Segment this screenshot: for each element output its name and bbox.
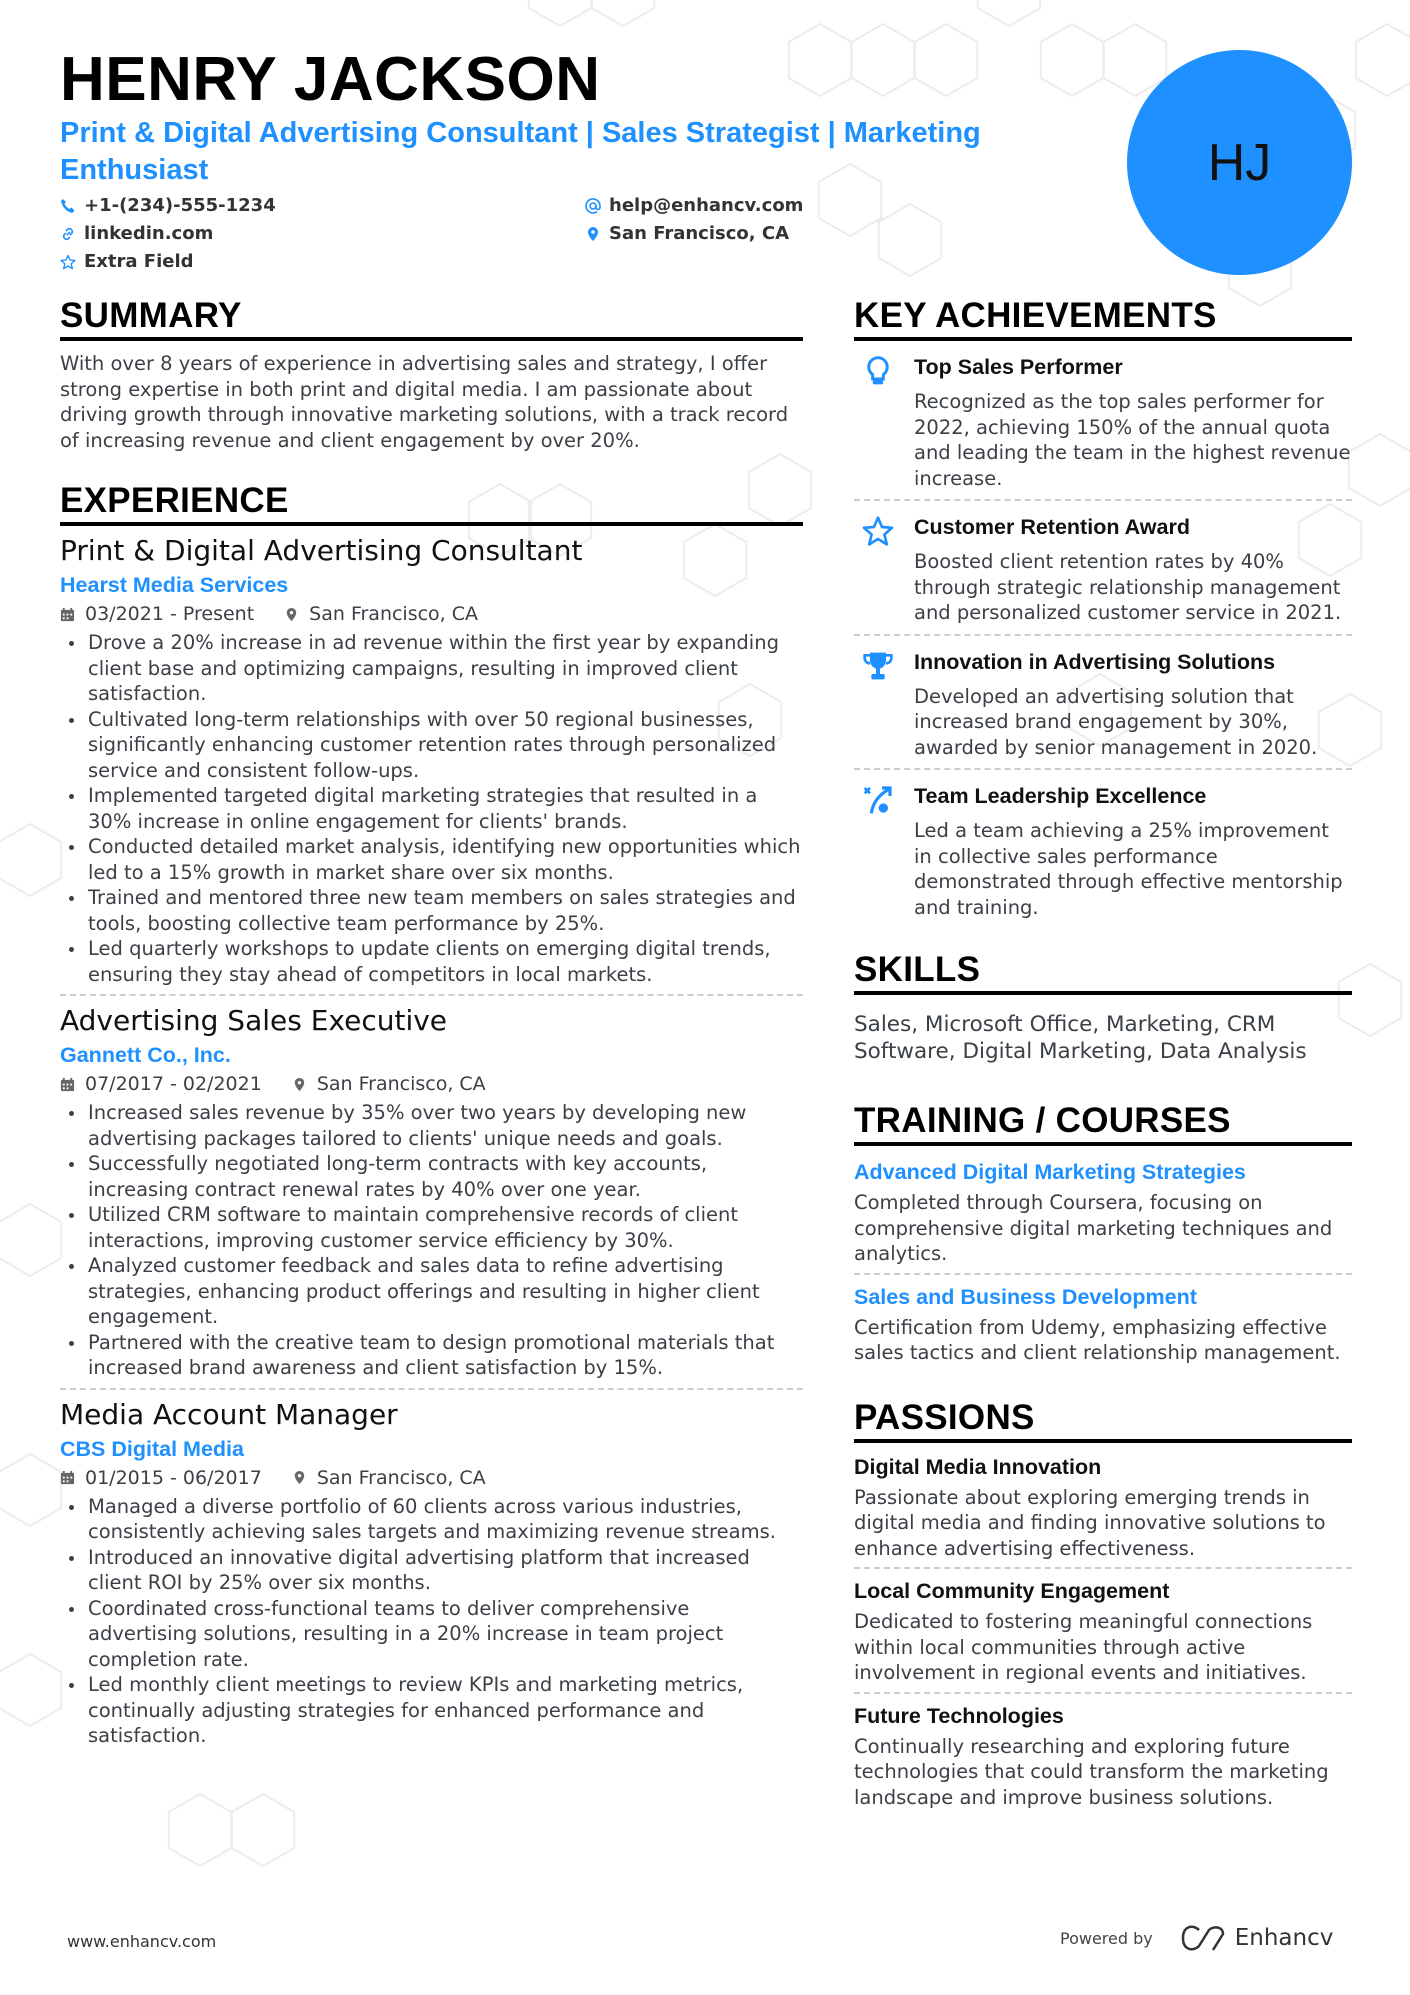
skills-section xyxy=(854,950,1352,1065)
job-title: Media Account Manager xyxy=(60,1397,398,1431)
contact-text: San Francisco, CA xyxy=(609,223,790,244)
training-item xyxy=(854,1150,1352,1275)
passions-item xyxy=(854,1694,1352,1817)
section-heading: TRAINING / COURSES xyxy=(854,1101,1352,1146)
bullet-item: Successfully negotiated long-term contracts with key accounts, increasing contract renewal rates by 40% over one year. xyxy=(60,1151,803,1202)
bullet-item: Cultivated long-term relationships with over 50 regional businesses, significantly enhancing customer retention rates through personalized service and consistent follow-ups. xyxy=(60,707,803,784)
summary-section xyxy=(60,296,803,453)
section-heading: SUMMARY xyxy=(60,296,803,341)
hexagon-shape xyxy=(592,0,654,26)
hexagon-shape xyxy=(1041,24,1103,96)
hexagon-shape xyxy=(1356,24,1410,96)
candidate-name: HENRY JACKSON xyxy=(60,45,601,114)
passions-title: Future Technologies xyxy=(854,1703,1064,1728)
footer-website[interactable]: www.enhancv.com xyxy=(67,1932,217,1951)
hexagon-shape xyxy=(789,24,851,96)
achievement-description: Led a team achieving a 25% improvement in collective sales performance demonstrated through effective mentorship and training. xyxy=(914,819,1343,919)
headline: Print & Digital Advertising Consultant | Sales Strategist | Marketing Enthusiast xyxy=(60,117,981,186)
achievements-section xyxy=(854,296,1352,928)
calendar-icon xyxy=(60,607,85,622)
hexagon-shape xyxy=(978,0,1040,26)
achievement-description: Boosted client retention rates by 40% through strategic relationship management and personalized customer service in 2021. xyxy=(914,550,1342,624)
passion-list xyxy=(854,1445,1352,1817)
bullet-item: Introduced an innovative digital advertising platform that increased client ROI by 25% over six months. xyxy=(60,1545,803,1596)
experience-section xyxy=(60,481,803,1756)
achievement-title: Top Sales Performer xyxy=(914,355,1123,379)
section-heading: KEY ACHIEVEMENTS xyxy=(854,296,1352,341)
footer-branding xyxy=(1060,1924,1333,1952)
achievement-item xyxy=(854,636,1352,771)
contact-item[interactable] xyxy=(585,220,820,247)
passions-description: Continually researching and exploring future technologies that could transform the marketing landscape and improve business solutions. xyxy=(854,1734,1329,1809)
bullet-item: Led monthly client meetings to review KPIs and marketing metrics, continually adjusting strategies for enhanced performance and satisfaction. xyxy=(60,1672,803,1749)
job-meta xyxy=(60,600,803,628)
job-list xyxy=(60,534,803,1756)
star-icon xyxy=(60,254,84,270)
contact-item[interactable] xyxy=(60,192,585,219)
hexagon-shape xyxy=(0,1204,61,1276)
bullet-item: Trained and mentored three new team members on sales strategies and tools, boosting collective team performance by 25%. xyxy=(60,885,803,936)
passions-description: Dedicated to fostering meaningful connections within local communities through active involvement in regional events and initiatives. xyxy=(854,1610,1313,1684)
training-section xyxy=(854,1101,1352,1372)
powered-by-label: Powered by xyxy=(1060,1928,1153,1948)
job-location: San Francisco, CA xyxy=(309,603,479,625)
bullet-item: Analyzed customer feedback and sales data to refine advertising strategies, enhancing product offerings and resulting in higher client engagement. xyxy=(60,1253,803,1330)
training-description: Certification from Udemy, emphasizing effective sales tactics and client relationship management. xyxy=(854,1315,1341,1364)
training-description: Completed through Coursera, focusing on comprehensive digital marketing techniques and analytics. xyxy=(854,1191,1333,1265)
company-name[interactable]: Gannett Co., Inc. xyxy=(60,1043,231,1067)
achievement-description: Recognized as the top sales performer for 2022, achieving 150% of the annual quota and leading the team in the highest revenue increase. xyxy=(914,390,1351,490)
hexagon-shape xyxy=(1349,434,1410,506)
job-dates: 03/2021 - Present xyxy=(85,603,255,625)
hexagon-shape xyxy=(232,1794,294,1866)
bullet-item: Utilized CRM software to maintain comprehensive records of client interactions, improving customer service efficiency by 30%. xyxy=(60,1202,803,1253)
section-heading: SKILLS xyxy=(854,950,1352,995)
achievement-description: Developed an advertising solution that increased brand engagement by 30%, awarded by senior management in 2020. xyxy=(914,684,1318,759)
bullet-item: Led quarterly workshops to update clients on emerging digital trends, ensuring they stay ahead of competitors in local markets. xyxy=(60,936,803,987)
training-title: Sales and Business Development xyxy=(854,1284,1197,1309)
job-dates: 07/2017 - 02/2021 xyxy=(85,1073,262,1095)
hexagon-shape xyxy=(0,824,61,896)
hexagon-shape xyxy=(852,24,914,96)
bullet-item: Conducted detailed market analysis, identifying new opportunities which led to a 15% growth in market share over six months. xyxy=(60,834,803,885)
calendar-icon xyxy=(60,1077,85,1092)
section-heading: EXPERIENCE xyxy=(60,481,803,526)
location-icon xyxy=(284,607,309,622)
summary-text: With over 8 years of experience in advertising sales and strategy, I offer strong expertise in both print and digital media. I am passionate about driving growth through innovative marketing solutions, with a track record of increasing revenue and client engagement by over 20%. xyxy=(60,352,789,452)
skills-text: Sales, Microsoft Office, Marketing, CRM Software, Digital Marketing, Data Analysis xyxy=(854,1012,1307,1064)
achievement-item xyxy=(854,341,1352,501)
hexagon-shape xyxy=(0,1454,61,1526)
contact-info xyxy=(60,192,820,275)
bullet-item: Increased sales revenue by 35% over two years by developing new advertising packages tailored to clients' unique needs and goals. xyxy=(60,1100,803,1151)
left-column xyxy=(60,296,803,1784)
passions-title: Local Community Engagement xyxy=(854,1579,1170,1603)
location-icon xyxy=(585,226,609,242)
achievement-title: Team Leadership Excellence xyxy=(914,784,1207,808)
company-name[interactable]: Hearst Media Services xyxy=(60,573,289,597)
job-meta xyxy=(60,1464,803,1492)
bullet-list xyxy=(60,1100,803,1381)
section-heading: PASSIONS xyxy=(854,1398,1352,1443)
contact-item[interactable] xyxy=(60,220,585,247)
hexagon-shape xyxy=(169,1794,231,1866)
company-name[interactable]: CBS Digital Media xyxy=(60,1436,244,1461)
location-icon xyxy=(292,1470,317,1485)
star-icon xyxy=(854,513,914,626)
job-entry xyxy=(60,534,803,996)
hexagon-shape xyxy=(879,204,941,276)
achievement-title: Innovation in Advertising Solutions xyxy=(914,649,1276,674)
passions-description: Passionate about exploring emerging trends in digital media and finding innovative solutions to enhance advertising effectiveness. xyxy=(854,1485,1326,1560)
at-icon xyxy=(585,198,609,214)
bullet-item: Drove a 20% increase in ad revenue within the first year by expanding client base and optimizing campaigns, resulting in improved client satisfaction. xyxy=(60,630,803,707)
job-title: Print & Digital Advertising Consultant xyxy=(60,534,583,567)
hexagon-shape xyxy=(915,24,977,96)
bullet-item: Partnered with the creative team to design promotional materials that increased brand awareness and client satisfaction by 15%. xyxy=(60,1330,803,1381)
job-title: Advertising Sales Executive xyxy=(60,1004,448,1037)
training-item xyxy=(854,1275,1352,1372)
contact-text: linkedin.com xyxy=(84,223,214,244)
enhancv-logo-icon xyxy=(1179,1924,1227,1952)
passions-title: Digital Media Innovation xyxy=(854,1454,1102,1479)
contact-text: +1-(234)-555-1234 xyxy=(84,195,276,216)
passions-section xyxy=(854,1398,1352,1817)
bullet-item: Managed a diverse portfolio of 60 clients across various industries, consistently achieving sales targets and maximizing revenue streams. xyxy=(60,1494,803,1545)
bullet-list xyxy=(60,1494,803,1749)
calendar-icon xyxy=(60,1470,85,1485)
job-entry xyxy=(60,1398,803,1756)
contact-item[interactable] xyxy=(585,192,820,219)
bullet-item: Implemented targeted digital marketing strategies that resulted in a 30% increase in online engagement for clients' brands. xyxy=(60,783,803,834)
bullet-item: Coordinated cross-functional teams to deliver comprehensive advertising solutions, resulting in a 20% increase in team project completion rate. xyxy=(60,1596,803,1673)
achievement-title: Customer Retention Award xyxy=(914,515,1190,539)
contact-text: Extra Field xyxy=(84,251,194,272)
achievement-item xyxy=(854,770,1352,928)
job-location: San Francisco, CA xyxy=(316,1466,486,1489)
trophy-icon xyxy=(854,648,914,761)
strategy-icon xyxy=(854,782,914,920)
passions-item xyxy=(854,1569,1352,1694)
training-title: Advanced Digital Marketing Strategies xyxy=(854,1160,1246,1184)
phone-icon xyxy=(60,198,84,214)
job-location: San Francisco, CA xyxy=(316,1073,486,1095)
hexagon-shape xyxy=(0,1654,61,1726)
job-meta xyxy=(60,1070,803,1098)
hexagon-shape xyxy=(529,0,591,26)
contact-item[interactable] xyxy=(60,248,585,275)
avatar: HJ xyxy=(1127,50,1352,275)
lightbulb-icon xyxy=(854,353,914,491)
job-entry xyxy=(60,1004,803,1390)
enhancv-brand: Enhancv xyxy=(1234,1925,1334,1951)
achievement-item xyxy=(854,501,1352,636)
job-dates: 01/2015 - 06/2017 xyxy=(85,1466,262,1489)
bullet-list xyxy=(60,630,803,987)
passions-item xyxy=(854,1445,1352,1570)
training-list xyxy=(854,1150,1352,1372)
right-column xyxy=(854,296,1352,1844)
location-icon xyxy=(292,1077,317,1092)
contact-text: help@enhancv.com xyxy=(609,195,804,216)
achievement-list xyxy=(854,341,1352,928)
link-icon xyxy=(60,226,84,242)
